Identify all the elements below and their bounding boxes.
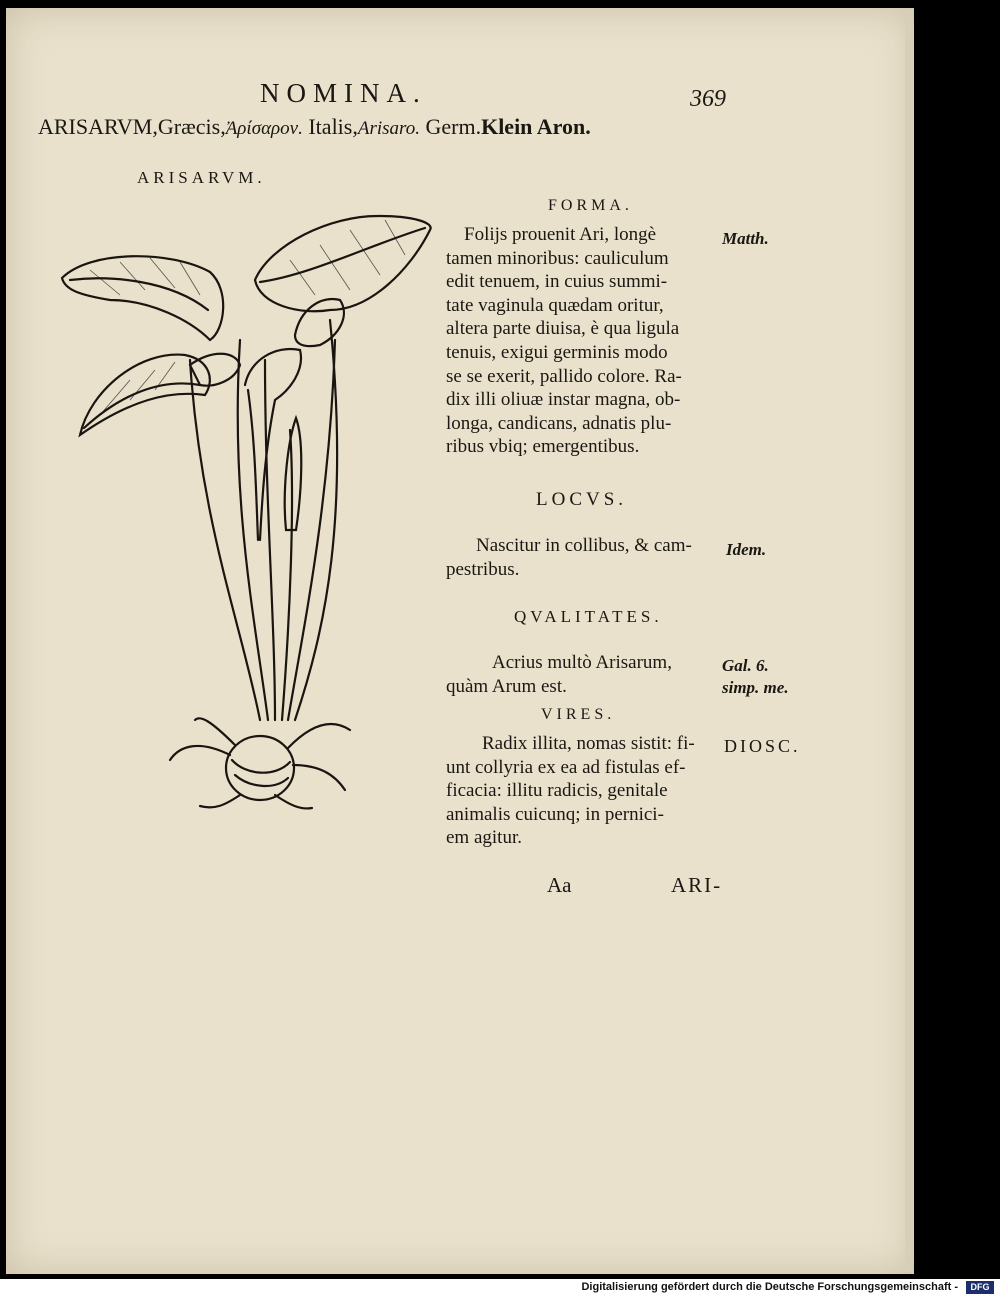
viewer-footer — [0, 1279, 1000, 1297]
qualitates-text — [446, 651, 726, 698]
margin-note-diosc: DIOSC. — [724, 736, 801, 756]
arisarum-woodcut-illustration — [50, 200, 440, 812]
figure-caption: ARISARVM. — [137, 168, 266, 187]
text-line: quàm Arum est. — [446, 675, 567, 697]
page-number: 369 — [690, 86, 726, 112]
text-line: Acrius multò Arisarum, — [492, 652, 672, 673]
text-line: Radix illita, nomas sistit: fi- — [482, 733, 695, 754]
text-line: animalis cuicunq; in pernici- — [446, 803, 664, 825]
text-line: edit tenuem, in cuius summi- — [446, 271, 668, 293]
forma-heading: FORMA. — [548, 197, 633, 214]
margin-note-idem: Idem. — [726, 540, 767, 559]
text-line: tamen minoribus: cauliculum — [446, 247, 669, 269]
nomina-german: Klein Aron. — [481, 114, 591, 139]
nomina-greek: Ἀρίσαρον. — [225, 118, 303, 139]
qualitates-heading: QVALITATES. — [514, 607, 663, 626]
dfg-credit-text: Digitalisierung gefördert durch die Deutsche Forschungsgemeinschaft - — [581, 1281, 958, 1293]
forma-text — [446, 223, 726, 459]
text-line: Nascitur in collibus, & cam- — [476, 535, 692, 556]
text-line: longa, candicans, adnatis plu- — [446, 412, 672, 434]
vires-text — [446, 732, 726, 850]
text-line: dix illi oliuæ instar magna, ob- — [446, 389, 681, 411]
section-title: NOMINA. — [260, 78, 427, 108]
margin-note-simp: simp. me. — [722, 678, 789, 697]
page-edge — [905, 10, 913, 1272]
nomina-italis: Italis, — [302, 114, 358, 139]
locus-text — [446, 534, 726, 581]
text-line: tenuis, exigui germinis modo — [446, 341, 668, 363]
text-line: ficacia: illitu radicis, genitale — [446, 780, 668, 802]
margin-note-gal: Gal. 6. — [722, 656, 769, 675]
signature-mark: Aa — [547, 873, 572, 897]
text-line: tate vaginula quædam oritur, — [446, 294, 664, 316]
text-line: pestribus. — [446, 558, 520, 580]
text-line: em agitur. — [446, 827, 522, 849]
margin-note-matth: Matth. — [722, 229, 769, 248]
dfg-logo-icon: DFG — [966, 1281, 994, 1294]
book-page — [6, 8, 914, 1274]
catchword: ARI- — [671, 873, 723, 897]
vires-heading: VIRES. — [541, 706, 616, 723]
nomina-italian: Arisaro. — [357, 118, 420, 139]
nomina-line — [38, 114, 591, 140]
nomina-germ: Germ. — [419, 114, 482, 139]
locus-heading: LOCVS. — [536, 489, 628, 510]
text-line: se se exerit, pallido colore. Ra- — [446, 365, 682, 387]
text-line: Folijs prouenit Ari, longè — [464, 224, 657, 245]
text-line: ribus vbiq; emergentibus. — [446, 436, 640, 458]
text-line: unt collyria ex ea ad fistulas ef- — [446, 756, 686, 778]
nomina-latin: ARISARVM,Græcis, — [38, 114, 226, 139]
text-line: altera parte diuisa, è qua ligula — [446, 318, 680, 340]
